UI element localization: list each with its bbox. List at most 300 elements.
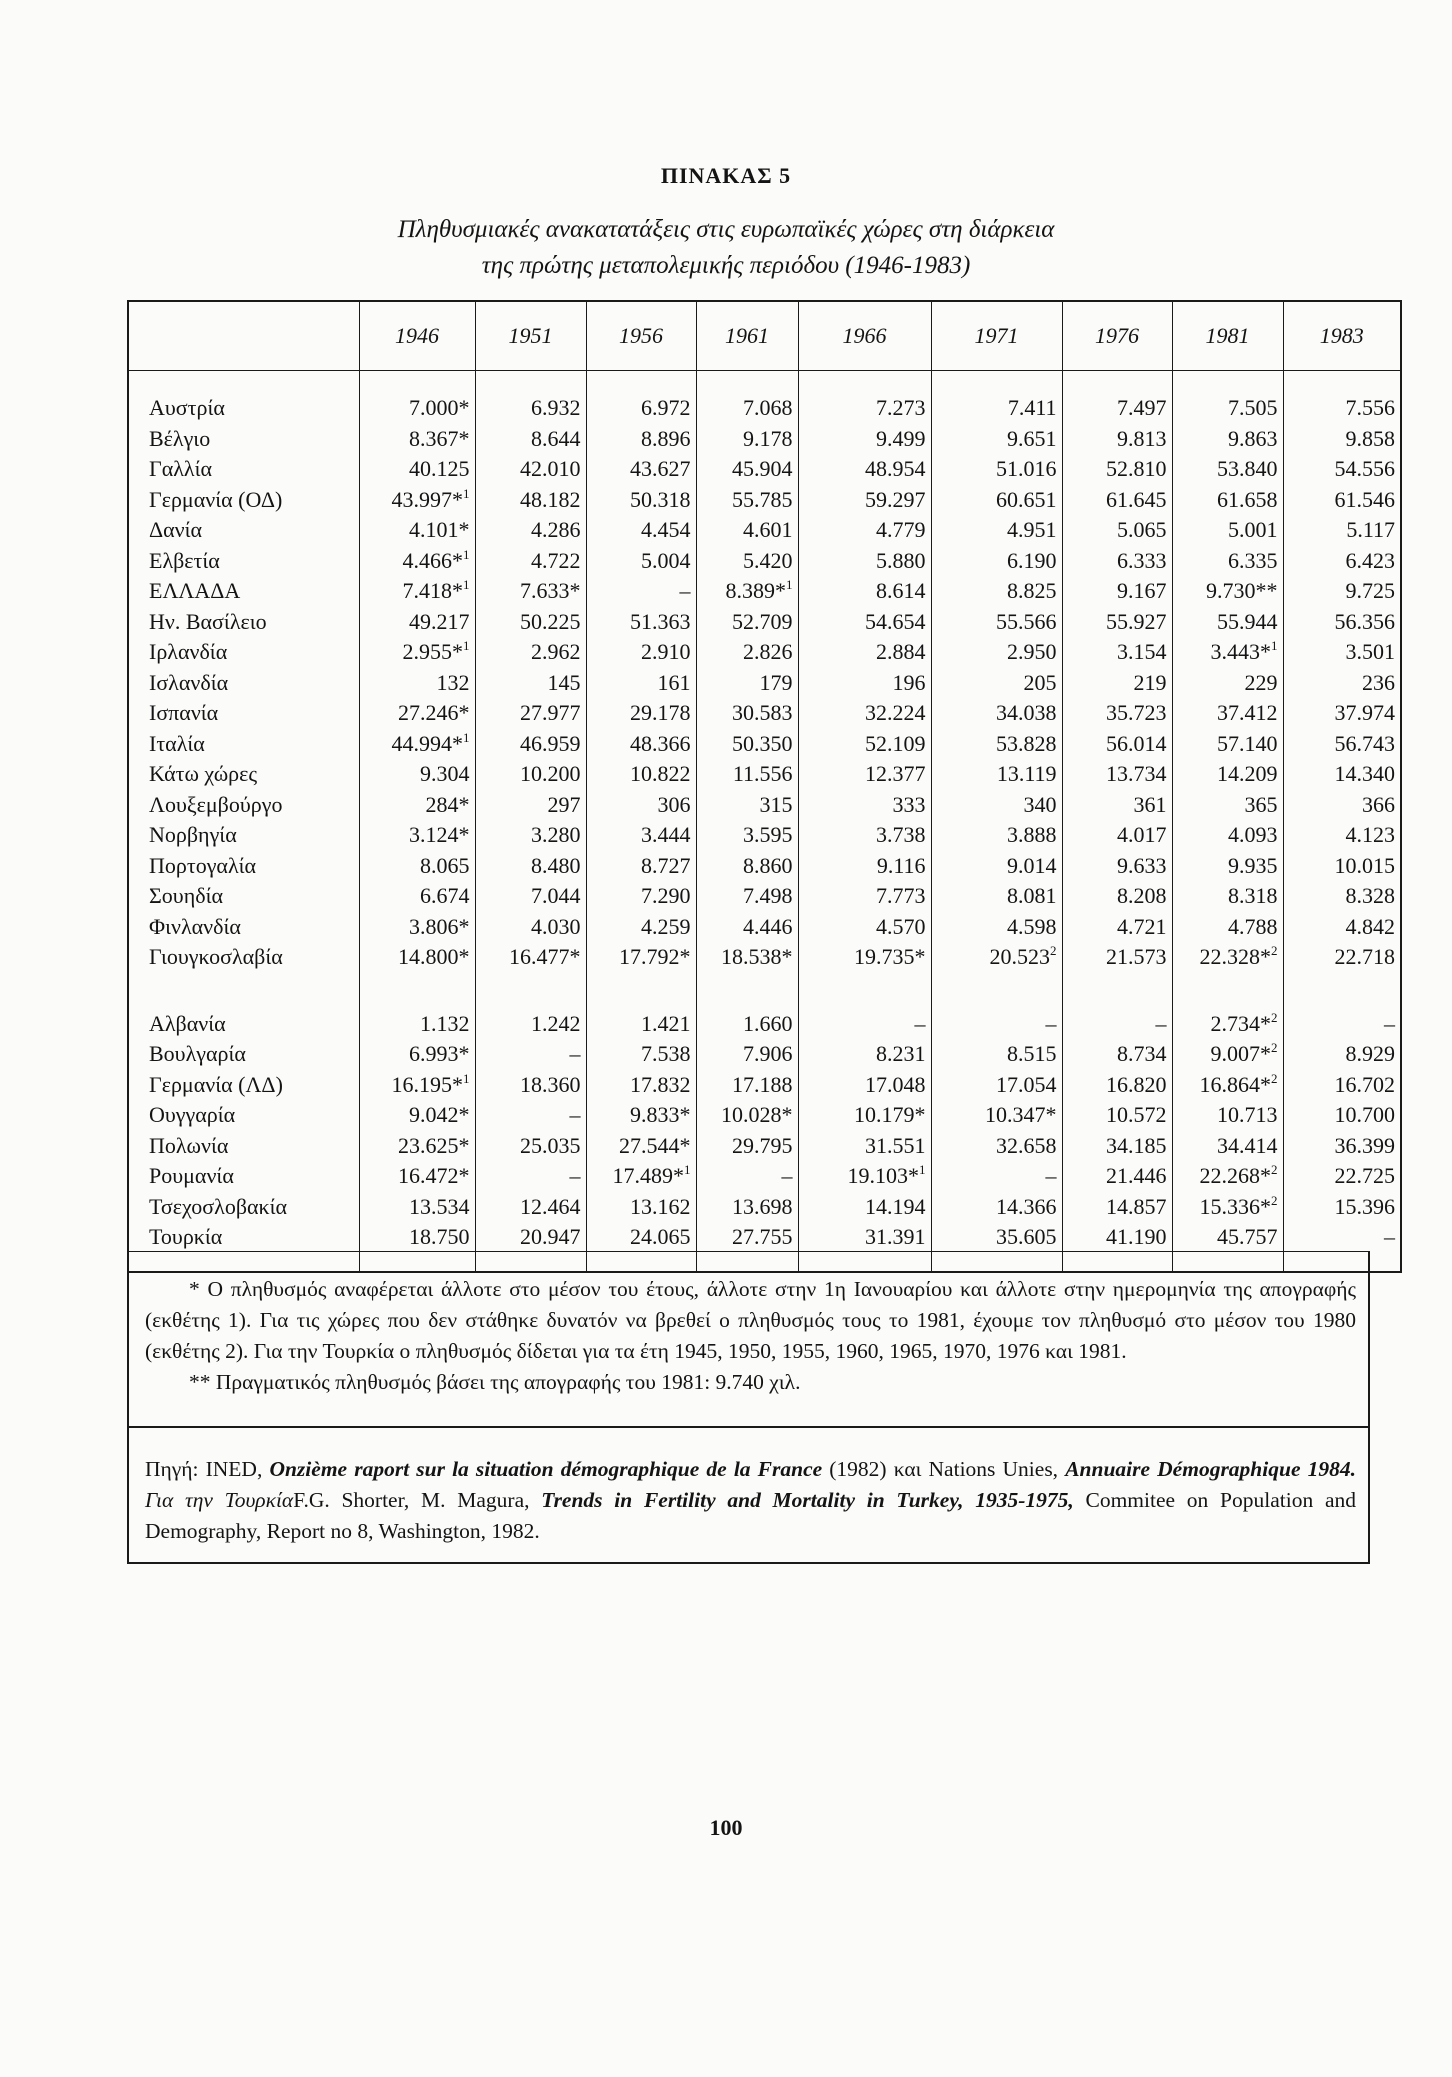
value-cell: 7.418*$^1$ [359, 576, 475, 607]
value-cell: 4.259 [586, 912, 696, 943]
country-cell: Ην. Βασίλειο [149, 608, 267, 634]
value-cell: 34.414 [1172, 1131, 1283, 1162]
country-cell: Γερμανία (ΛΔ) [149, 1071, 283, 1097]
spacer-cell [1283, 973, 1401, 1009]
value-cell: 6.335 [1172, 546, 1283, 577]
value-cell: 1.132 [359, 1009, 475, 1040]
value-cell: 34.185 [1062, 1131, 1172, 1162]
value-cell: 46.959 [475, 729, 586, 760]
value-cell: 9.651 [931, 424, 1062, 455]
footnote-marker: 1 [684, 1162, 691, 1177]
footnotes [127, 1251, 1370, 1428]
country-cell: Λουξεμβούργο [149, 791, 283, 817]
spacer-cell [696, 973, 798, 1009]
value-cell: 365 [1172, 790, 1283, 821]
value-cell: 3.443*$^1$ [1172, 637, 1283, 668]
footnote-marker: 2 [1271, 1162, 1278, 1177]
value-cell: 54.654 [798, 607, 931, 638]
spacer-cell [128, 371, 359, 394]
spacer-row [128, 371, 1401, 394]
value-cell: 21.446 [1062, 1161, 1172, 1192]
value-cell: 284* [359, 790, 475, 821]
footnote-marker: 1 [463, 546, 470, 562]
spacer-cell [931, 371, 1062, 394]
page-number: 100 [709, 1815, 743, 1840]
value-cell: 14.209 [1172, 759, 1283, 790]
value-cell: 4.570 [798, 912, 931, 943]
value-cell: 8.515 [931, 1039, 1062, 1070]
spacer-cell [1062, 371, 1172, 394]
value-cell: 14.857 [1062, 1192, 1172, 1223]
value-cell: 50.318 [586, 485, 696, 516]
table-row [128, 1222, 1401, 1253]
value-cell: 55.927 [1062, 607, 1172, 638]
value-cell: 14.800* [359, 942, 475, 973]
table-row [128, 485, 1401, 516]
value-cell: 25.035 [475, 1131, 586, 1162]
value-cell: 19.735* [798, 942, 931, 973]
footnote-marker: 1 [463, 729, 470, 745]
value-cell: 9.633 [1062, 851, 1172, 882]
value-cell: 2.955*$^1$ [359, 637, 475, 668]
source-label: Πηγή [145, 1457, 193, 1481]
country-cell: ΕΛΛΑΔΑ [149, 578, 241, 603]
country-cell: Ουγγαρία [149, 1102, 236, 1127]
value-cell: 37.974 [1283, 698, 1401, 729]
value-cell: 219 [1062, 668, 1172, 699]
value-cell: 4.788 [1172, 912, 1283, 943]
value-cell: 10.572 [1062, 1100, 1172, 1131]
value-cell: 4.951 [931, 515, 1062, 546]
value-cell: 56.743 [1283, 729, 1401, 760]
source-title-1: Onzième raport sur la situation démographique de la France [269, 1457, 823, 1481]
value-cell: 6.333 [1062, 546, 1172, 577]
value-cell: 32.658 [931, 1131, 1062, 1162]
value-cell: – [931, 1009, 1062, 1040]
table-row [128, 1070, 1401, 1101]
value-cell: 10.015 [1283, 851, 1401, 882]
value-cell: 17.489*$^1$ [586, 1161, 696, 1192]
year-header: 1966 [798, 301, 931, 371]
year-header-row [128, 301, 1401, 371]
value-cell: 53.828 [931, 729, 1062, 760]
value-cell: 45.757 [1172, 1222, 1283, 1253]
value-cell: 145 [475, 668, 586, 699]
value-cell: 48.366 [586, 729, 696, 760]
value-cell: 17.792* [586, 942, 696, 973]
value-cell: 61.645 [1062, 485, 1172, 516]
source-citation [127, 1426, 1370, 1564]
spacer-cell [128, 973, 359, 1009]
footnote-marker: 1 [786, 577, 793, 592]
value-cell: 10.028* [696, 1100, 798, 1131]
footnote-marker: 1 [1271, 638, 1278, 653]
value-cell: 27.246* [359, 698, 475, 729]
value-cell: – [475, 1161, 586, 1192]
spacer-cell [1172, 973, 1283, 1009]
value-cell: 32.224 [798, 698, 931, 729]
value-cell: 8.367* [359, 424, 475, 455]
country-cell: Αλβανία [149, 1010, 226, 1036]
value-cell: 44.994*$^1$ [359, 729, 475, 760]
source-turkey-label: Για την Τουρκία [145, 1488, 294, 1512]
value-cell: 4.601 [696, 515, 798, 546]
value-cell: 2.950 [931, 637, 1062, 668]
footnote-marker: 1 [463, 485, 470, 501]
value-cell: 12.377 [798, 759, 931, 790]
spacer-cell [798, 371, 931, 394]
value-cell: 3.501 [1283, 637, 1401, 668]
country-cell: Πορτογαλία [149, 852, 257, 878]
country-cell: Γιουγκοσλαβία [149, 944, 283, 969]
header-corner [128, 301, 359, 371]
table-row [128, 637, 1401, 668]
source-title-3: Trends in Fertility and Mortality in Turkey, 1935-1975, [541, 1488, 1074, 1512]
spacer-cell [1172, 371, 1283, 394]
value-cell: 15.336*$^2$ [1172, 1192, 1283, 1223]
value-cell: 37.412 [1172, 698, 1283, 729]
table-row [128, 881, 1401, 912]
value-cell: 8.929 [1283, 1039, 1401, 1070]
value-cell: 2.910 [586, 637, 696, 668]
value-cell: – [586, 576, 696, 607]
country-cell: Ισλανδία [149, 669, 229, 695]
value-cell: 22.725 [1283, 1161, 1401, 1192]
value-cell: 8.328 [1283, 881, 1401, 912]
country-cell: Ισπανία [149, 700, 219, 725]
value-cell: 6.674 [359, 881, 475, 912]
value-cell: 7.497 [1062, 393, 1172, 424]
value-cell: 8.727 [586, 851, 696, 882]
source-text-2: (1982) και Nations Unies, [822, 1457, 1066, 1481]
country-cell: Σουηδία [149, 883, 224, 908]
value-cell: 10.822 [586, 759, 696, 790]
value-cell: 53.840 [1172, 454, 1283, 485]
country-cell: Ρουμανία [149, 1163, 234, 1188]
value-cell: 6.972 [586, 393, 696, 424]
footnote-marker: 2 [1271, 1192, 1278, 1208]
caption-line-2: της πρώτης μεταπολεμικής περιόδου (1946-1983) [481, 252, 971, 279]
value-cell: 315 [696, 790, 798, 821]
value-cell: 24.065 [586, 1222, 696, 1253]
value-cell: 48.954 [798, 454, 931, 485]
year-header: 1971 [931, 301, 1062, 371]
value-cell: 29.795 [696, 1131, 798, 1162]
value-cell: 55.566 [931, 607, 1062, 638]
table-row [128, 1161, 1401, 1192]
table-row [128, 393, 1401, 424]
footnote-marker: 1 [463, 638, 470, 653]
value-cell: 22.328*$^2$ [1172, 942, 1283, 973]
value-cell: 61.546 [1283, 485, 1401, 516]
value-cell: 4.017 [1062, 820, 1172, 851]
value-cell: 3.595 [696, 820, 798, 851]
value-cell: 19.103*$^1$ [798, 1161, 931, 1192]
value-cell: 16.702 [1283, 1070, 1401, 1101]
value-cell: – [1283, 1009, 1401, 1040]
value-cell: 161 [586, 668, 696, 699]
value-cell: 6.932 [475, 393, 586, 424]
value-cell: 3.888 [931, 820, 1062, 851]
value-cell: 54.556 [1283, 454, 1401, 485]
value-cell: 4.286 [475, 515, 586, 546]
value-cell: 6.993* [359, 1039, 475, 1070]
table-row [128, 698, 1401, 729]
country-cell: Κάτω χώρες [149, 761, 258, 786]
spacer-cell [586, 973, 696, 1009]
value-cell: 43.627 [586, 454, 696, 485]
footnote-double-star: ** Πραγματικός πληθυσμός βάσει της απογραφής του 1981: 9.740 χιλ. [189, 1370, 801, 1394]
table-row [128, 424, 1401, 455]
value-cell: 41.190 [1062, 1222, 1172, 1253]
value-cell: 14.194 [798, 1192, 931, 1223]
year-header: 1956 [586, 301, 696, 371]
value-cell: 205 [931, 668, 1062, 699]
table-row [128, 515, 1401, 546]
year-header: 1981 [1172, 301, 1283, 371]
value-cell: 5.117 [1283, 515, 1401, 546]
value-cell: 179 [696, 668, 798, 699]
value-cell: 4.721 [1062, 912, 1172, 943]
value-cell: 16.195*$^1$ [359, 1070, 475, 1101]
country-cell: Γαλλία [149, 456, 213, 481]
value-cell: 4.598 [931, 912, 1062, 943]
population-table [127, 300, 1402, 1273]
value-cell: 9.178 [696, 424, 798, 455]
value-cell: 297 [475, 790, 586, 821]
footnote-marker: 1 [463, 1070, 470, 1086]
value-cell: 9.813 [1062, 424, 1172, 455]
table-row [128, 1009, 1401, 1040]
table-row [128, 576, 1401, 607]
value-cell: 8.734 [1062, 1039, 1172, 1070]
table-row [128, 820, 1401, 851]
value-cell: 8.231 [798, 1039, 931, 1070]
value-cell: 11.556 [696, 759, 798, 790]
value-cell: 9.304 [359, 759, 475, 790]
year-header: 1946 [359, 301, 475, 371]
value-cell: 5.880 [798, 546, 931, 577]
value-cell: 56.014 [1062, 729, 1172, 760]
value-cell: 31.551 [798, 1131, 931, 1162]
value-cell: 3.806* [359, 912, 475, 943]
value-cell: 55.944 [1172, 607, 1283, 638]
value-cell: 35.605 [931, 1222, 1062, 1253]
value-cell: 9.730** [1172, 576, 1283, 607]
spacer-cell [1283, 371, 1401, 394]
spacer-cell [359, 973, 475, 1009]
value-cell: 27.977 [475, 698, 586, 729]
year-header: 1976 [1062, 301, 1172, 371]
value-cell: 17.832 [586, 1070, 696, 1101]
value-cell: 60.651 [931, 485, 1062, 516]
value-cell: 2.884 [798, 637, 931, 668]
value-cell: 340 [931, 790, 1062, 821]
value-cell: 7.044 [475, 881, 586, 912]
table-row [128, 912, 1401, 943]
value-cell: 8.614 [798, 576, 931, 607]
table-row [128, 1131, 1401, 1162]
footnote-marker: 1 [463, 577, 470, 592]
spacer-row [128, 973, 1401, 1009]
value-cell: 22.718 [1283, 942, 1401, 973]
value-cell: 9.116 [798, 851, 931, 882]
value-cell: 30.583 [696, 698, 798, 729]
value-cell: 13.119 [931, 759, 1062, 790]
value-cell: 3.738 [798, 820, 931, 851]
value-cell: – [1283, 1222, 1401, 1253]
value-cell: 9.725 [1283, 576, 1401, 607]
spacer-cell [586, 371, 696, 394]
value-cell: 7.068 [696, 393, 798, 424]
value-cell: 1.660 [696, 1009, 798, 1040]
spacer-cell [1062, 973, 1172, 1009]
footnote-single-star: * Ο πληθυσμός αναφέρεται άλλοτε στο μέσον του έτους, άλλοτε στην 1η Ιανουαρίου και άλλοτε στην ημερομηνία της απογραφής (εκθέτης 1). Για τις χώρες που δεν στάθηκε δυνατόν να βρεθεί ο πληθυσμός τους το 1981, έχουμε τον πληθυσμό στο μέσον του 1980 (εκθέτης 2). Για την Τουρκία ο πληθυσμός δίδεται για τα έτη 1945, 1950, 1955, 1960, 1965, 1970, 1976 και 1981. [145, 1277, 1356, 1363]
country-cell: Γερμανία (ΟΔ) [149, 486, 283, 512]
value-cell: 14.366 [931, 1192, 1062, 1223]
value-cell: 10.347* [931, 1100, 1062, 1131]
country-cell: Πολωνία [149, 1132, 229, 1158]
source-text-5: Commitee on Population and Demography, Report no 8, Washington, 1982. [145, 1488, 1356, 1543]
value-cell: 4.454 [586, 515, 696, 546]
value-cell: 4.722 [475, 546, 586, 577]
footnote-marker: 2 [1271, 1009, 1278, 1025]
value-cell: 9.935 [1172, 851, 1283, 882]
value-cell: 9.007*$^2$ [1172, 1039, 1283, 1070]
value-cell: 6.423 [1283, 546, 1401, 577]
value-cell: 61.658 [1172, 485, 1283, 516]
value-cell: 10.200 [475, 759, 586, 790]
value-cell: 4.446 [696, 912, 798, 943]
source-title-2: Annuaire Démographique 1984. [1065, 1457, 1356, 1481]
value-cell: 20.947 [475, 1222, 586, 1253]
value-cell: 49.217 [359, 607, 475, 638]
value-cell: 27.544* [586, 1131, 696, 1162]
value-cell: 7.411 [931, 393, 1062, 424]
value-cell: 7.273 [798, 393, 931, 424]
footnote-marker: 1 [919, 1162, 926, 1177]
value-cell: 18.538* [696, 942, 798, 973]
value-cell: 13.534 [359, 1192, 475, 1223]
value-cell: 36.399 [1283, 1131, 1401, 1162]
value-cell: 56.356 [1283, 607, 1401, 638]
value-cell: 18.750 [359, 1222, 475, 1253]
value-cell: 4.101* [359, 515, 475, 546]
value-cell: 333 [798, 790, 931, 821]
value-cell: 9.042* [359, 1100, 475, 1131]
value-cell: 2.826 [696, 637, 798, 668]
value-cell: 57.140 [1172, 729, 1283, 760]
value-cell: 9.858 [1283, 424, 1401, 455]
value-cell: 7.538 [586, 1039, 696, 1070]
table-row [128, 1192, 1401, 1223]
value-cell: 6.190 [931, 546, 1062, 577]
spacer-cell [359, 371, 475, 394]
value-cell: 27.755 [696, 1222, 798, 1253]
table-heading: ΠΙΝΑΚΑΣ 5 [660, 163, 792, 188]
country-cell: Ιταλία [149, 730, 205, 756]
table-row [128, 668, 1401, 699]
value-cell: 4.030 [475, 912, 586, 943]
value-cell: 7.556 [1283, 393, 1401, 424]
value-cell: 23.625* [359, 1131, 475, 1162]
value-cell: 17.054 [931, 1070, 1062, 1101]
value-cell: 45.904 [696, 454, 798, 485]
value-cell: 8.896 [586, 424, 696, 455]
country-cell: Βέλγιο [149, 425, 211, 451]
value-cell: 7.290 [586, 881, 696, 912]
value-cell: 5.001 [1172, 515, 1283, 546]
value-cell: 42.010 [475, 454, 586, 485]
value-cell: 52.709 [696, 607, 798, 638]
value-cell: – [696, 1161, 798, 1192]
value-cell: 43.997*$^1$ [359, 485, 475, 516]
table-row [128, 942, 1401, 973]
value-cell: 50.225 [475, 607, 586, 638]
footnote-marker: 2 [1271, 943, 1278, 958]
country-cell: Δανία [149, 517, 203, 542]
country-cell: Αυστρία [149, 395, 225, 420]
table-row [128, 729, 1401, 760]
value-cell: 4.093 [1172, 820, 1283, 851]
value-cell: 16.472* [359, 1161, 475, 1192]
footnote-marker: 2 [1271, 1070, 1278, 1086]
value-cell: 236 [1283, 668, 1401, 699]
value-cell: 16.477* [475, 942, 586, 973]
value-cell: 3.154 [1062, 637, 1172, 668]
value-cell: 9.863 [1172, 424, 1283, 455]
table-row [128, 607, 1401, 638]
value-cell: 2.734*$^2$ [1172, 1009, 1283, 1040]
value-cell: 5.065 [1062, 515, 1172, 546]
table-row [128, 454, 1401, 485]
value-cell: 51.363 [586, 607, 696, 638]
country-cell: Τουρκία [149, 1224, 223, 1249]
country-cell: Τσεχοσλοβακία [149, 1193, 288, 1219]
value-cell: 7.000* [359, 393, 475, 424]
table-row [128, 546, 1401, 577]
value-cell: 7.633* [475, 576, 586, 607]
value-cell: 55.785 [696, 485, 798, 516]
value-cell: 196 [798, 668, 931, 699]
table-row [128, 851, 1401, 882]
value-cell: 13.734 [1062, 759, 1172, 790]
value-cell: – [798, 1009, 931, 1040]
value-cell: 361 [1062, 790, 1172, 821]
value-cell: 4.779 [798, 515, 931, 546]
value-cell: 8.389*$^1$ [696, 576, 798, 607]
spacer-cell [475, 973, 586, 1009]
value-cell: 366 [1283, 790, 1401, 821]
country-cell: Βουλγαρία [149, 1041, 246, 1066]
table-row [128, 1100, 1401, 1131]
value-cell: 5.004 [586, 546, 696, 577]
year-header: 1961 [696, 301, 798, 371]
country-cell: Ελβετία [149, 547, 220, 573]
value-cell: 8.480 [475, 851, 586, 882]
value-cell: 4.123 [1283, 820, 1401, 851]
source-colon: : [192, 1457, 206, 1481]
value-cell: 52.810 [1062, 454, 1172, 485]
value-cell: 21.573 [1062, 942, 1172, 973]
value-cell: 7.773 [798, 881, 931, 912]
value-cell: 4.842 [1283, 912, 1401, 943]
value-cell: 18.360 [475, 1070, 586, 1101]
value-cell: 8.825 [931, 576, 1062, 607]
value-cell: 34.038 [931, 698, 1062, 729]
value-cell: 9.833* [586, 1100, 696, 1131]
value-cell: 8.208 [1062, 881, 1172, 912]
